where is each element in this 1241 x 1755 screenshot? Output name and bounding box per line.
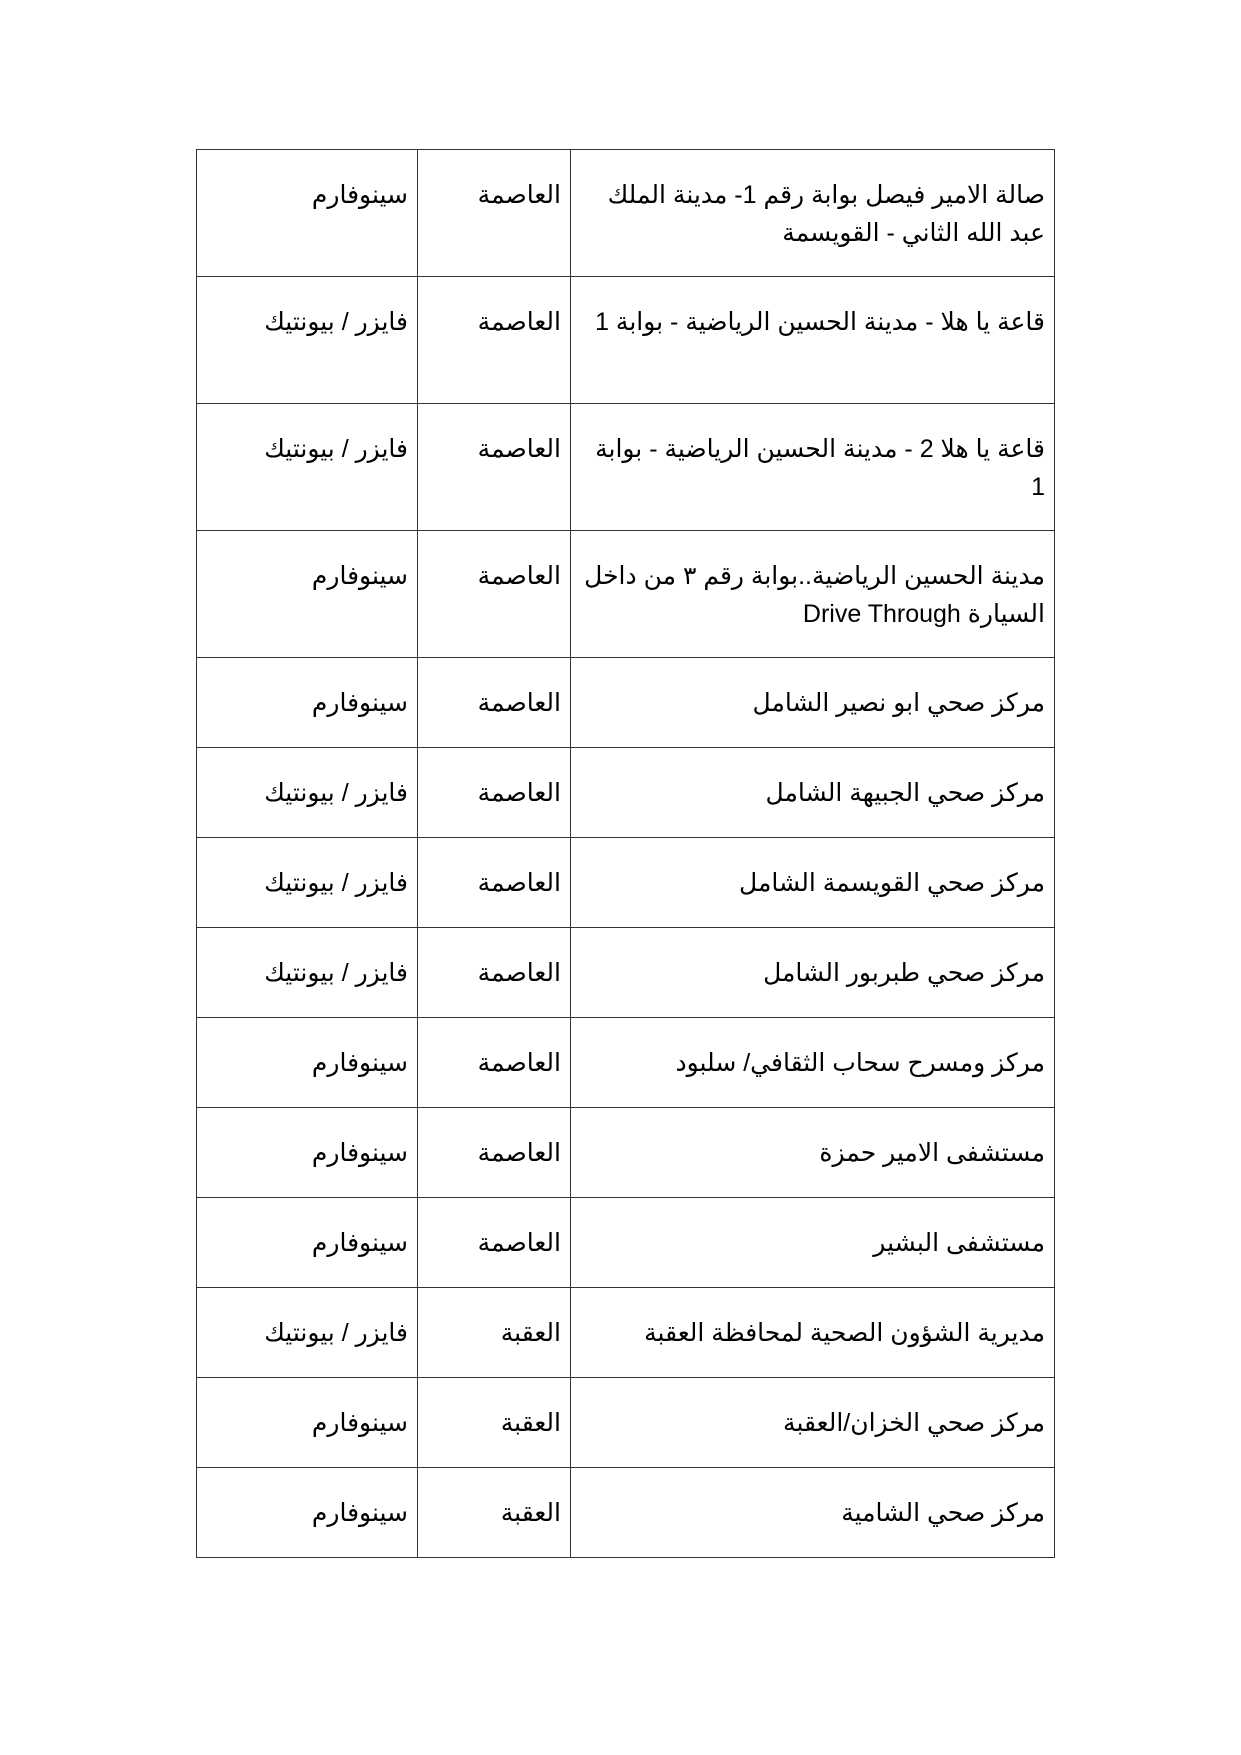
table-row: [197, 531, 1055, 658]
vaccine-cell: سينوفارم: [197, 150, 418, 277]
region-cell: العاصمة: [418, 748, 571, 838]
site-name-cell: مستشفى الامير حمزة: [571, 1108, 1055, 1198]
site-name-cell: قاعة يا هلا 2 - مدينة الحسين الرياضية - بوابة 1: [571, 404, 1055, 531]
region-cell: العقبة: [418, 1378, 571, 1468]
vaccine-cell: فايزر / بيونتيك: [197, 928, 418, 1018]
table-row: [197, 658, 1055, 748]
site-name-cell: مركز صحي القويسمة الشامل: [571, 838, 1055, 928]
site-name-cell: قاعة يا هلا - مدينة الحسين الرياضية - بوابة 1: [571, 277, 1055, 404]
table-row: [197, 1198, 1055, 1288]
region-cell: العاصمة: [418, 404, 571, 531]
region-cell: العقبة: [418, 1468, 571, 1558]
vaccine-cell: سينوفارم: [197, 658, 418, 748]
region-cell: العاصمة: [418, 531, 571, 658]
region-cell: العاصمة: [418, 658, 571, 748]
vaccine-cell: سينوفارم: [197, 1108, 418, 1198]
table-row: [197, 1108, 1055, 1198]
site-name-cell: مدينة الحسين الرياضية..بوابة رقم ٣ من داخل السيارة Drive Through: [571, 531, 1055, 658]
vaccine-cell: سينوفارم: [197, 1378, 418, 1468]
site-name-cell: مركز صحي الجبيهة الشامل: [571, 748, 1055, 838]
region-cell: العاصمة: [418, 150, 571, 277]
region-cell: العاصمة: [418, 277, 571, 404]
table-row: [197, 277, 1055, 404]
vaccine-cell: فايزر / بيونتيك: [197, 838, 418, 928]
vaccine-cell: سينوفارم: [197, 531, 418, 658]
table-row: [197, 1288, 1055, 1378]
site-name-cell: مركز ومسرح سحاب الثقافي/ سلبود: [571, 1018, 1055, 1108]
region-cell: العقبة: [418, 1288, 571, 1378]
site-name-cell: مديرية الشؤون الصحية لمحافظة العقبة: [571, 1288, 1055, 1378]
site-name-cell: مركز صحي الخزان/العقبة: [571, 1378, 1055, 1468]
site-name-cell: مركز صحي ابو نصير الشامل: [571, 658, 1055, 748]
region-cell: العاصمة: [418, 928, 571, 1018]
table-row: [197, 404, 1055, 531]
vaccine-cell: سينوفارم: [197, 1468, 418, 1558]
vaccine-cell: فايزر / بيونتيك: [197, 1288, 418, 1378]
site-name-cell: مركز صحي الشامية: [571, 1468, 1055, 1558]
table-row: [197, 1018, 1055, 1108]
vaccine-cell: سينوفارم: [197, 1198, 418, 1288]
table-row: [197, 1468, 1055, 1558]
site-name-cell: مستشفى البشير: [571, 1198, 1055, 1288]
table-row: [197, 838, 1055, 928]
site-name-cell: صالة الامير فيصل بوابة رقم 1- مدينة الملك عبد الله الثاني - القويسمة: [571, 150, 1055, 277]
vaccine-cell: فايزر / بيونتيك: [197, 748, 418, 838]
table-row: [197, 928, 1055, 1018]
table-row: [197, 748, 1055, 838]
region-cell: العاصمة: [418, 1108, 571, 1198]
table-row: [197, 1378, 1055, 1468]
vaccine-cell: سينوفارم: [197, 1018, 418, 1108]
region-cell: العاصمة: [418, 1198, 571, 1288]
vaccination-sites-table: [196, 149, 1055, 1558]
vaccine-cell: فايزر / بيونتيك: [197, 277, 418, 404]
table-row: [197, 150, 1055, 277]
region-cell: العاصمة: [418, 838, 571, 928]
site-name-cell: مركز صحي طبربور الشامل: [571, 928, 1055, 1018]
vaccine-cell: فايزر / بيونتيك: [197, 404, 418, 531]
region-cell: العاصمة: [418, 1018, 571, 1108]
